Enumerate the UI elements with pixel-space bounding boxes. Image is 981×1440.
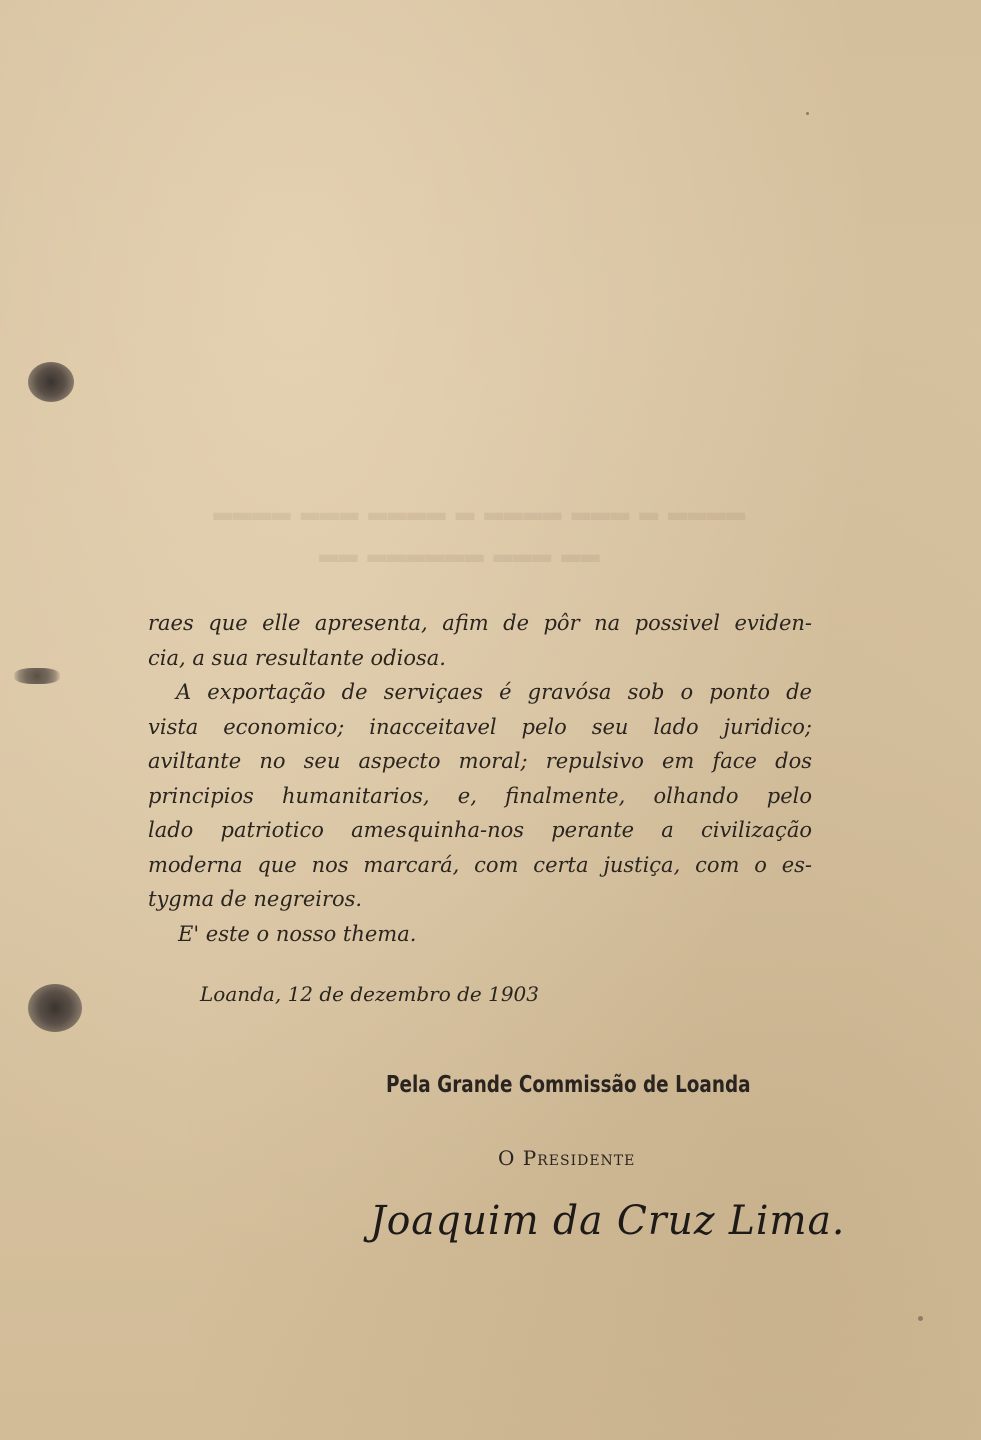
handwritten-signature: Joaquim da Cruz Lima. bbox=[370, 1198, 846, 1244]
body-line: vista economico; inacceitavel pelo seu lado juridico; bbox=[148, 714, 812, 739]
body-line: aviltante no seu aspecto moral; repulsivo em face dos bbox=[148, 749, 812, 773]
paper-speck bbox=[918, 1316, 923, 1321]
body-line: principios humanitarios, e, finalmente, olhando pelo bbox=[148, 783, 812, 808]
date-line: Loanda, 12 de dezembro de 1903 bbox=[200, 982, 540, 1006]
president-title: O Presidente bbox=[498, 1146, 636, 1170]
body-paragraph bbox=[148, 606, 812, 951]
body-line: tygma de negreiros. bbox=[148, 887, 363, 911]
body-line: E' este o nosso thema. bbox=[178, 921, 417, 946]
punch-hole-top bbox=[28, 362, 74, 402]
body-line: raes que elle apresenta, afim de pôr na possivel eviden- bbox=[148, 611, 812, 635]
paper-speck bbox=[806, 112, 809, 115]
body-line: moderna que nos marcará, com certa justiça, com o es- bbox=[148, 852, 812, 877]
commission-heading: Pela Grande Commissão de Loanda bbox=[386, 1072, 751, 1098]
punch-hole-bottom bbox=[28, 984, 82, 1032]
punch-hole-middle bbox=[14, 668, 60, 684]
body-line: A exportação de serviçaes é gravósa sob o ponto de bbox=[176, 680, 812, 704]
body-line: lado patriotico amesquinha-nos perante a civilização bbox=[148, 818, 812, 842]
body-line: cia, a sua resultante odiosa. bbox=[148, 645, 446, 670]
bleed-through-shadow: ▂▂▂▂ ▂▂▂ ▂▂▂▂ ▂ ▂▂▂▂ ▂▂▂ ▂ ▂▂▂▂ bbox=[213, 492, 747, 520]
bleed-through-shadow: ▂▂ ▂▂▂▂▂▂ ▂▂▂ ▂▂ bbox=[319, 534, 601, 562]
